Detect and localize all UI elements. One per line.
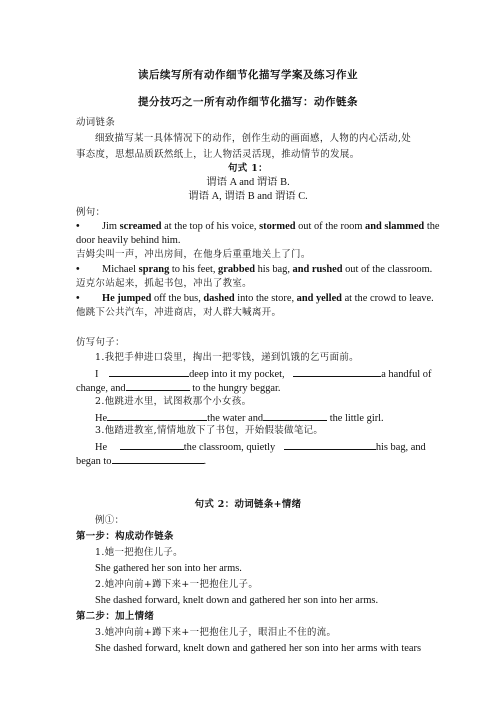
action-verb: and rushed <box>292 264 343 275</box>
examples-label: 例句： <box>76 207 106 218</box>
document-subtitle: 提分技巧之一所有动作细节化描写：动作链条 <box>138 96 358 108</box>
action-verb: He jumped <box>102 293 152 304</box>
example-2-translation: 迈克尔站起来，抓起书包，冲出了教室。 <box>76 278 252 289</box>
practice-q3-text: his bag, and <box>375 442 426 453</box>
example-3-translation: 他跳下公共汽车，冲进商店，对人群大喊离开。 <box>76 307 282 318</box>
bullet-icon: • <box>76 264 80 275</box>
bullet-icon: • <box>76 293 80 304</box>
step1-s2-cn: 2.她冲向前+蹲下来+一把抱住儿子。 <box>95 579 259 590</box>
step1-s1-cn: 1.她一把抱住儿子。 <box>95 547 183 558</box>
sentence-fragment: at the top of his voice, <box>161 221 260 232</box>
practice-q1-en-line1 <box>95 367 431 381</box>
intro-paragraph-line2: 事态度，思想品质跃然纸上，让人物活灵活现，推动情节的发展。 <box>76 149 360 160</box>
intro-heading: 动词链条 <box>76 117 116 128</box>
practice-label: 仿写句子： <box>76 337 125 348</box>
pattern2-heading: 句式 2：动词链条+情绪 <box>194 499 302 510</box>
practice-q1-text: change, and <box>76 383 126 394</box>
intro-paragraph-line1: 细致描写某一具体情况下的动作，创作生动的画面感，人物的内心活动,处 <box>95 133 412 144</box>
action-verb: screamed <box>119 221 162 232</box>
example-1-sentence <box>102 221 440 232</box>
practice-q2-cn: 2.他跳进水里，试图救那个小女孩。 <box>95 396 252 407</box>
example-1-en-line1 <box>76 221 440 233</box>
answer-blank[interactable] <box>112 454 204 464</box>
sentence-fragment: Michael <box>102 264 139 275</box>
sentence-fragment: into the store, <box>234 293 297 304</box>
answer-blank[interactable] <box>120 440 184 450</box>
action-verb: grabbed <box>218 264 255 275</box>
answer-blank[interactable] <box>107 411 207 421</box>
example-2-sentence <box>102 264 432 275</box>
step2-heading: 第二步：加上情绪 <box>76 611 155 622</box>
sentence-fragment: out of the room <box>295 221 366 232</box>
practice-q2-text: He <box>95 413 108 424</box>
answer-blank[interactable] <box>263 411 327 421</box>
pattern1-formula1: 谓语 A and 谓语 B. <box>206 177 290 188</box>
practice-q3-en-line2 <box>76 454 206 468</box>
bullet-icon: • <box>76 221 80 232</box>
pattern2-example-label: 例①： <box>95 515 125 526</box>
sentence-fragment: to his feet, <box>169 264 219 275</box>
practice-q1-en-line2 <box>76 381 281 395</box>
practice-q3-cn: 3.他踏进教室,情情地放下了书包，开始假装做笔记。 <box>95 425 324 436</box>
practice-q3-text: the classroom, quietly <box>183 442 276 453</box>
step2-s3-cn: 3.她冲向前+蹲下来+一把抱住儿子，眼泪止不住的流。 <box>95 627 337 638</box>
practice-q2-en <box>95 411 384 425</box>
practice-q1-cn: 1.我把手伸进口袋里，掏出一把零钱，递到饥饿的乞丐面前。 <box>95 352 359 363</box>
example-1-translation: 吉姆尖叫一声，冲出房间，在他身后重重地关上了门。 <box>76 249 311 260</box>
step1-s2-en: She dashed forward, knelt down and gathered her son into her arms. <box>95 595 379 606</box>
sentence-fragment: Jim <box>102 221 120 232</box>
sentence-fragment: his bag, <box>255 264 293 275</box>
step2-s3-en: She dashed forward, knelt down and gathered her son into her arms with tears <box>95 643 421 654</box>
practice-q1-text: I <box>95 369 99 380</box>
answer-blank[interactable] <box>293 367 381 377</box>
practice-q3-text: began to <box>76 456 112 467</box>
step1-heading: 第一步：构成动作链条 <box>76 531 174 542</box>
practice-q3-text: . <box>203 456 207 467</box>
action-verb: and yelled <box>296 293 342 304</box>
practice-q3-text: He <box>95 442 108 453</box>
practice-q2-text: the little girl. <box>327 413 384 424</box>
practice-q1-text: a handful of <box>381 369 432 380</box>
action-verb: dashed <box>203 293 235 304</box>
practice-q1-text: deep into it my pocket, <box>189 369 285 380</box>
example-2-en-line <box>76 264 432 276</box>
answer-blank[interactable] <box>109 367 189 377</box>
action-verb: and slammed <box>365 221 425 232</box>
answer-blank[interactable] <box>126 381 190 391</box>
practice-q2-text: the water and <box>207 413 264 424</box>
example-3-sentence <box>102 293 434 304</box>
sentence-fragment: out of the classroom. <box>342 264 433 275</box>
action-verb: stormed <box>259 221 296 232</box>
example-3-en-line <box>76 293 434 305</box>
pattern1-formula2: 谓语 A, 谓语 B and 谓语 C. <box>188 191 308 202</box>
answer-blank[interactable] <box>284 440 376 450</box>
pattern1-heading: 句式 1： <box>228 163 268 174</box>
practice-q1-text: to the hungry beggar. <box>189 383 281 394</box>
sentence-fragment: the <box>424 221 440 232</box>
step1-s1-en: She gathered her son into her arms. <box>95 563 242 574</box>
document-title: 读后续写所有动作细节化描写学案及练习作业 <box>138 69 358 81</box>
sentence-fragment: off the bus, <box>151 293 204 304</box>
action-verb: sprang <box>138 264 170 275</box>
practice-q3-en-line1 <box>95 440 426 454</box>
example-1-en-line2: door heavily behind him. <box>76 235 181 246</box>
sentence-fragment: at the crowd to leave. <box>341 293 434 304</box>
